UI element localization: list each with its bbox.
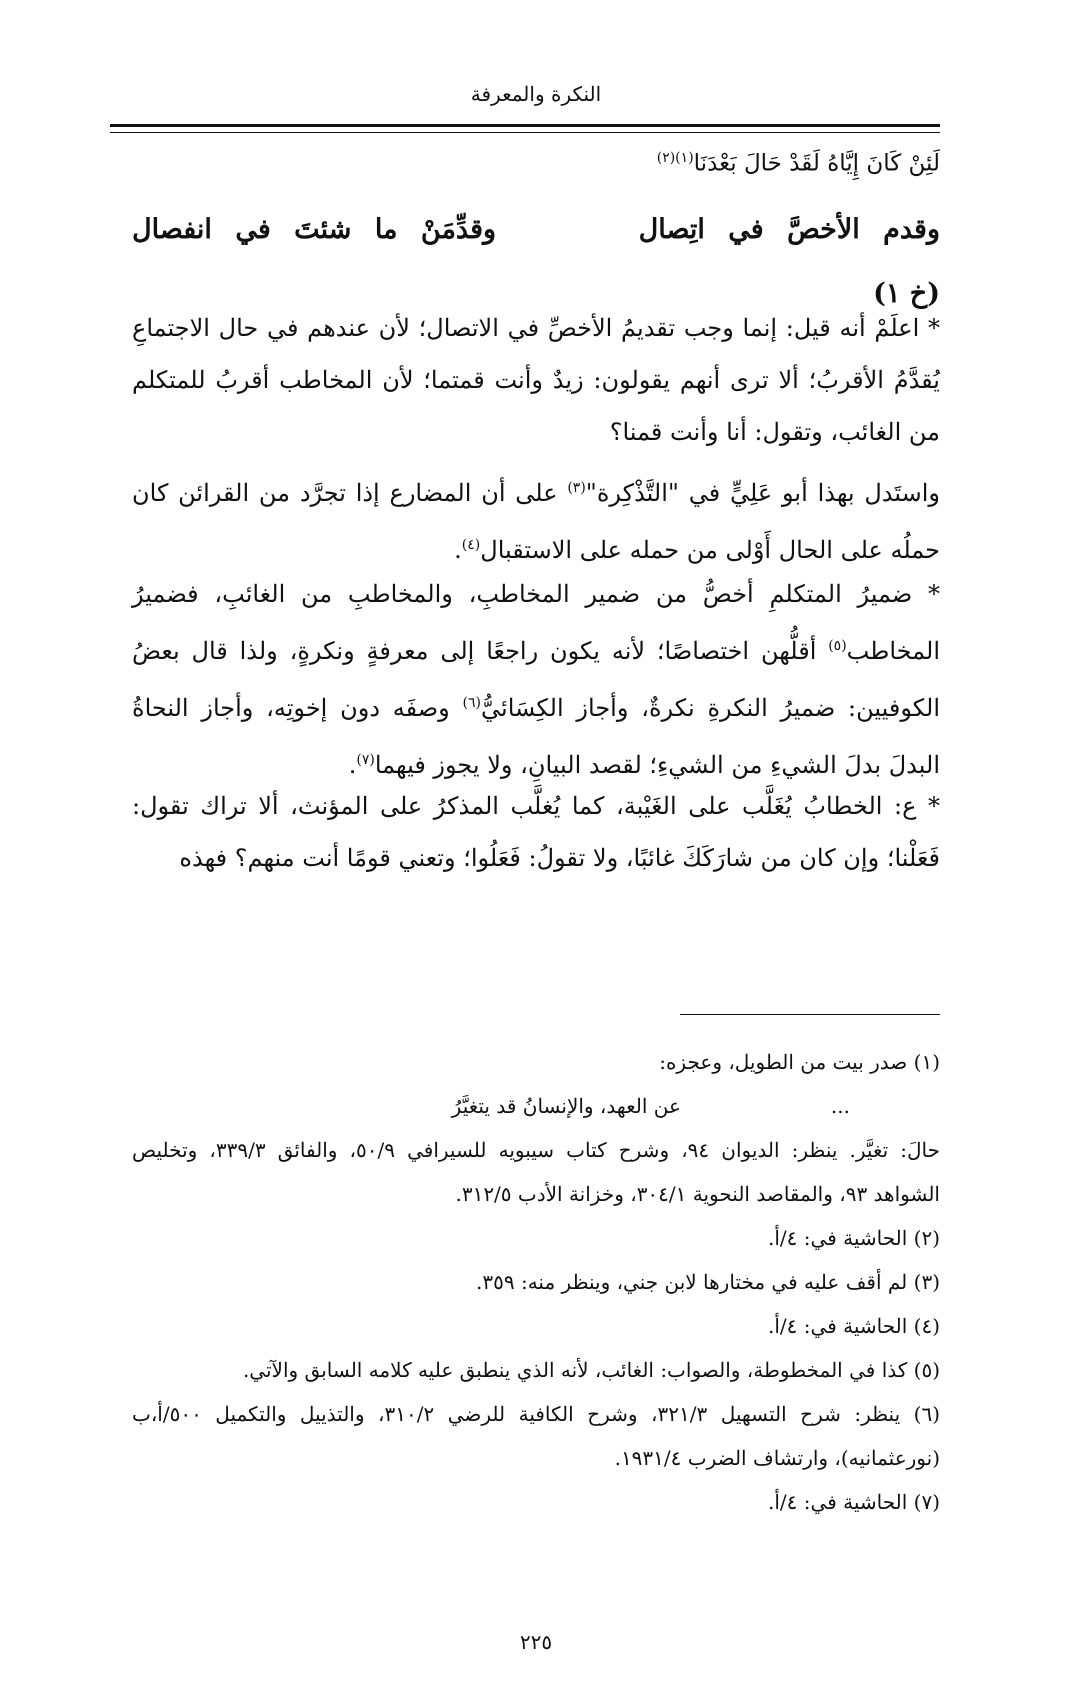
paragraph-3-text-d: . — [348, 751, 357, 779]
paragraph-3-text-c: وصفَه دون إخوتِه، وأجاز النحاةُ البدلَ بدلَ الشيءِ من الشيءِ؛ لقصد البيانِ، ولا يجوز فيهما — [132, 694, 940, 779]
footnote-1-verse-text: عن العهد، والإنسانُ قد يتغيَّرُ — [451, 1094, 681, 1118]
footnote-1-intro: (١) صدر بيت من الطويل، وعجزه: — [659, 1050, 940, 1074]
footnote-1-verse — [132, 1084, 940, 1128]
quoted-verse-line — [657, 150, 940, 177]
paragraph-3 — [132, 568, 940, 791]
running-title: النكرة والمعرفة — [470, 82, 602, 106]
paragraph-2-text-b: على أن المضارع إذا تجرَّد من القرائن كان حملُه على الحال أَوْلى من حمله على الاستقبال — [132, 479, 940, 564]
footnote-7: (٧) الحاشية في: ٤/أ. — [768, 1490, 940, 1514]
footnote-2: (٢) الحاشية في: ٤/أ. — [768, 1226, 940, 1250]
footnote-4: (٤) الحاشية في: ٤/أ. — [768, 1314, 940, 1338]
page-number: ٢٢٥ — [519, 1630, 553, 1654]
footnote-separator — [680, 1014, 940, 1015]
paragraph-2-text-c: . — [454, 536, 462, 564]
manuscript-marker: (خ ١) — [873, 278, 940, 309]
paragraph-3-text-a: * ضميرُ المتكلمِ أخصُّ من ضمير المخاطبِ، والمخاطبِ من الغائبِ، فضميرُ المخاطب — [132, 580, 940, 665]
quoted-verse-text: لَئِنْ كَانَ إِيَّاهُ لَقَدْ حَالَ بَعْدَنَا — [693, 150, 940, 177]
verse-first-hemistich: وقدم الأخصَّ في اتِصال — [638, 214, 940, 245]
paragraph-2-text-a: واستَدل بهذا أبو عَلِيٍّ في "التَّذْكِرة" — [585, 479, 941, 507]
footnote-1-refs: حالَ: تغيَّر. ينظر: الديوان ٩٤، وشرح كتاب سيبويه للسيرافي ٥٠/٩، والفائق ٣٣٩/٣، وتخليص الشواهد ٩٣، والمقاصد النحوية ٣٠٤/١، وخزانة الأدب ٣١٢/٥. — [132, 1138, 941, 1206]
footnote-ref: (٥) — [828, 638, 847, 654]
paragraph-4: * ع: الخطابُ يُغَلَّب على الغَيْبة، كما يُغلَّب المذكرُ على المؤنث، ألا تراك تقول: فَعَلْنا؛ وإن كان من شارَكَكَ غائبًا، ولا تقولُ: فَعَلُوا؛ وتعني قومًا أنت منهم؟ فهذه — [132, 792, 940, 872]
footnote-ref: (٣) — [567, 480, 586, 496]
alfiyya-verse — [132, 214, 940, 245]
paragraph-1: * اعلَمْ أنه قيل: إنما وجب تقديمُ الأخصِّ في الاتصال؛ لأن عندهم في حال الاجتماعِ يُقدَّمُ الأقربُ؛ ألا ترى أنهم يقولون: زيدٌ وأنت قمتما؛ لأن المخاطب أقربُ للمتكلم من الغائب، وتقول: أنا وأنت قمنا؟ — [132, 314, 940, 446]
footnote-3: (٣) لم أقف عليه في مختارها لابن جني، وينظر منه: ٣٥٩. — [476, 1270, 940, 1294]
footnote-ref: (١)(٢) — [656, 150, 694, 166]
footnote-1-verse-dots: ... — [830, 1094, 850, 1118]
footnote-5: (٥) كذا في المخطوطة، والصواب: الغائب، لأنه الذي ينطبق عليه كلامه السابق والآتي. — [242, 1358, 940, 1382]
footnote-ref: (٤) — [461, 537, 481, 553]
header-rule-thick — [110, 124, 940, 127]
footnote-ref: (٦) — [462, 695, 482, 711]
verse-second-hemistich: وقدِّمَنْ ما شئتَ في انفصال — [132, 214, 497, 245]
footnotes — [132, 1040, 940, 1524]
footnote-6: (٦) ينظر: شرح التسهيل ٣٢١/٣، وشرح الكافية للرضي ٣١٠/٢، والتذييل والتكميل ٥٠٠/أ،ب (نورعثمانيه)، وارتشاف الضرب ١٩٣١/٤. — [132, 1402, 940, 1470]
footnote-ref: (٧) — [356, 752, 375, 768]
header-rule-thin — [110, 132, 940, 133]
paragraph-3-text-b: أقلُّهن اختصاصًا؛ لأنه يكون راجعًا إلى معرفةٍ ونكرةٍ، ولذا قال بعضُ الكوفيين: ضميرُ النكرةِ نكرةٌ، وأجاز الكِسَائيُّ — [132, 637, 940, 722]
paragraph-2 — [132, 462, 940, 576]
